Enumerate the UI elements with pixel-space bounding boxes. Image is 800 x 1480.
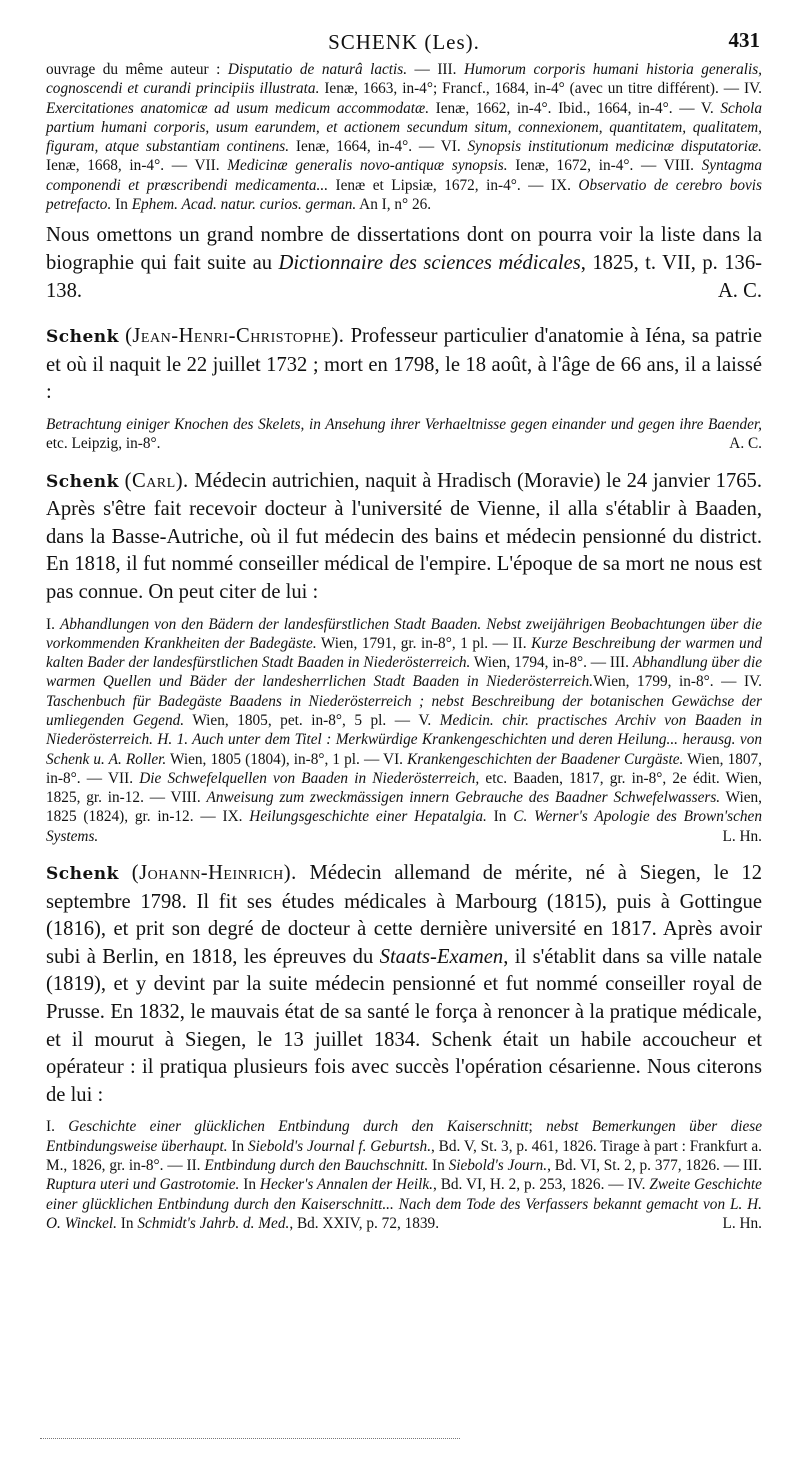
entry-jean-henri-christophe: Schenk (Jean-Henri-Christophe). Professeur particulier d'anatomie à Iéna, sa patrie et où il naquit le 22 juillet 1732 ; mort en 1798, le 18 août, à l'âge de 66 ans, il a laissé : bbox=[46, 325, 762, 404]
entry-given-names: (Carl). bbox=[124, 469, 189, 492]
entry-headword: Schenk bbox=[46, 864, 119, 885]
entry-given-names: (Johann-Heinrich). bbox=[131, 862, 297, 885]
entry-headword: Schenk bbox=[46, 327, 119, 348]
previous-entry-bibliography: ouvrage du même auteur : Disputatio de naturâ lactis. — III. Humorum corporis humani historia generalis, cognoscendi et curandi principiis illustrata. Ienæ, 1663, in-4°; Francf., 1684, in-4° (avec un titre différent). — IV. Exercitationes anatomicæ ad usum medicum accommodatæ. Ienæ, 1662, in-4°. Ibid., 1664, in-4°. — V. Schola partium humani corporis, usum earundem, et actionem secundum situm, connexionem, quantitatem, qualitatem, figuram, atque substantiam continens. Ienæ, 1664, in-4°. — VI. Synopsis institutionum medicinæ disputatoriæ. Ienæ, 1668, in-4°. — VII. Medicinæ generalis novo-antiquæ synopsis. Ienæ, 1672, in-4°. — VIII. Syntagma componendi et præscribendi medicamenta... Ienæ et Lipsiæ, 1672, in-4°. — IX. Observatio de cerebro bovis petrefacto. In Ephem. Acad. natur. curios. german. An I, n° 26. bbox=[46, 61, 763, 214]
omitted-dissertations-note: Nous omettons un grand nombre de dissertations dont on pourra voir la liste dans la biographie qui fait suite au Dictionnaire des sciences médicales, 1825, t. VII, p. 136-138. A. C. bbox=[46, 222, 762, 305]
entry-carl: Schenk (Carl). Médecin autrichien, naquit à Hradisch (Moravie) le 24 janvier 1765. Après s'être fait recevoir docteur à l'université de Vienne, il alla s'établir à Baaden, dans la Basse-Autriche, où il fut médecin des bains et médecin pensionné du district. En 1818, il fut nommé conseiller médical de l'empire. L'époque de sa mort ne nous est pas connue. On peut citer de lui : bbox=[46, 469, 762, 603]
entry-given-names: (Jean-Henri-Christophe). bbox=[125, 325, 345, 348]
entry-jean-works: Betrachtung einiger Knochen des Skelets, in Ansehung ihrer Verhaeltnisse gegen einander und gegen ihre Baender, etc. Leipzig, in-8°. A. C. bbox=[46, 415, 762, 453]
page-header bbox=[46, 26, 762, 60]
author-signature: L. Hn. bbox=[722, 1214, 762, 1232]
entry-johann-works: I. Geschichte einer glücklichen Entbindung durch den Kaiserschnitt; nebst Bemerkungen über diese Entbindungsweise überhaupt. In Siebold's Journal f. Geburtsh., Bd. V, St. 3, p. 461, 1826. Tirage à part : Frankfurt a. M., 1826, gr. in-8°. — II. Entbindung durch den Bauchschnitt. In Siebold's Journ., Bd. VI, St. 2, p. 377, 1826. — III. Ruptura uteri und Gastrotomie. In Hecker's Annalen der Heilk., Bd. VI, H. 2, p. 253, 1826. — IV. Zweite Geschichte einer glücklichen Entbindung durch den Kaiserschnitt... Nach dem Tode des Verfassers bekannt gemacht von L. H. O. Winckel. In Schmidt's Jahrb. d. Med., Bd. XXIV, p. 72, 1839. L. Hn. bbox=[46, 1118, 762, 1232]
author-signature: A. C. bbox=[717, 279, 762, 302]
entry-carl-works: I. Abhandlungen von den Bädern der landesfürstlichen Stadt Baaden. Nebst zweijährigen Beobachtungen über die vorkommenden Krankheiten der Badegäste. Wien, 1791, gr. in-8°, 1 pl. — II. Kurze Beschreibung der warmen und kalten Bader der landesfürstlichen Stadt Baaden in Niederösterreich. Wien, 1794, in-8°. — III. Abhandlung über die warmen Quellen und Bäder der landesherrlichen Stadt Baaden in Niederösterreich.Wien, 1799, in-8°. — IV. Taschenbuch für Badegäste Baadens in Niederösterreich ; nebst Beschreibung der botanischen Gewächse der umliegenden Gegend. Wien, 1805, pet. in-8°, 5 pl. — V. Medicin. chir. practisches Archiv von Baaden in Niederösterreich. H. 1. Auch unter dem Titel : Merkwürdige Krankengeschichten und deren Heilung... herausg. von Schenk u. A. Roller. Wien, 1805 (1804), in-8°, 1 pl. — VI. Krankengeschichten der Baadener Curgäste. Wien, 1807, in-8°. — VII. Die Schwefelquellen von Baaden in Niederösterreich, etc. Baaden, 1817, gr. in-8°, 2e édit. Wien, 1825, gr. in-12. — VIII. Anweisung zum zweckmässigen innern Gebrauche des Baadner Schwefelwassers. Wien, 1825 (1824), gr. in-12. — IX. Heilungsgeschichte einer Hepatalgia. In C. Werner's Apologie des Brown'schen Systems. L. Hn. bbox=[46, 615, 762, 845]
running-head: SCHENK (Les). bbox=[328, 30, 480, 54]
entry-headword: Schenk bbox=[46, 471, 119, 492]
footer-divider bbox=[40, 1438, 460, 1439]
author-signature: A. C. bbox=[729, 435, 762, 453]
page-number: 431 bbox=[728, 28, 760, 52]
author-signature: L. Hn. bbox=[722, 827, 762, 845]
entry-johann-heinrich: Schenk (Johann-Heinrich). Médecin allemand de mérite, né à Siegen, le 12 septembre 1798. Il fit ses études médicales à Marbourg (1815), puis à Gottingue (1816), et prit son degré de docteur à cette dernière université en 1817. Après avoir subi à Berlin, en 1818, les épreuves du Staats-Examen, il s'établit dans sa ville natale (1819), et y devint par la suite médecin pensionné et fut nommé conseiller royal de Prusse. En 1832, le mauvais état de sa santé le força à renoncer à la pratique médicale, et il mourut à Siegen, le 13 juillet 1834. Schenk était un habile accoucheur et opérateur : il pratiqua plusieurs fois avec succès l'opération césarienne. Nous citerons de lui : bbox=[46, 862, 763, 1106]
